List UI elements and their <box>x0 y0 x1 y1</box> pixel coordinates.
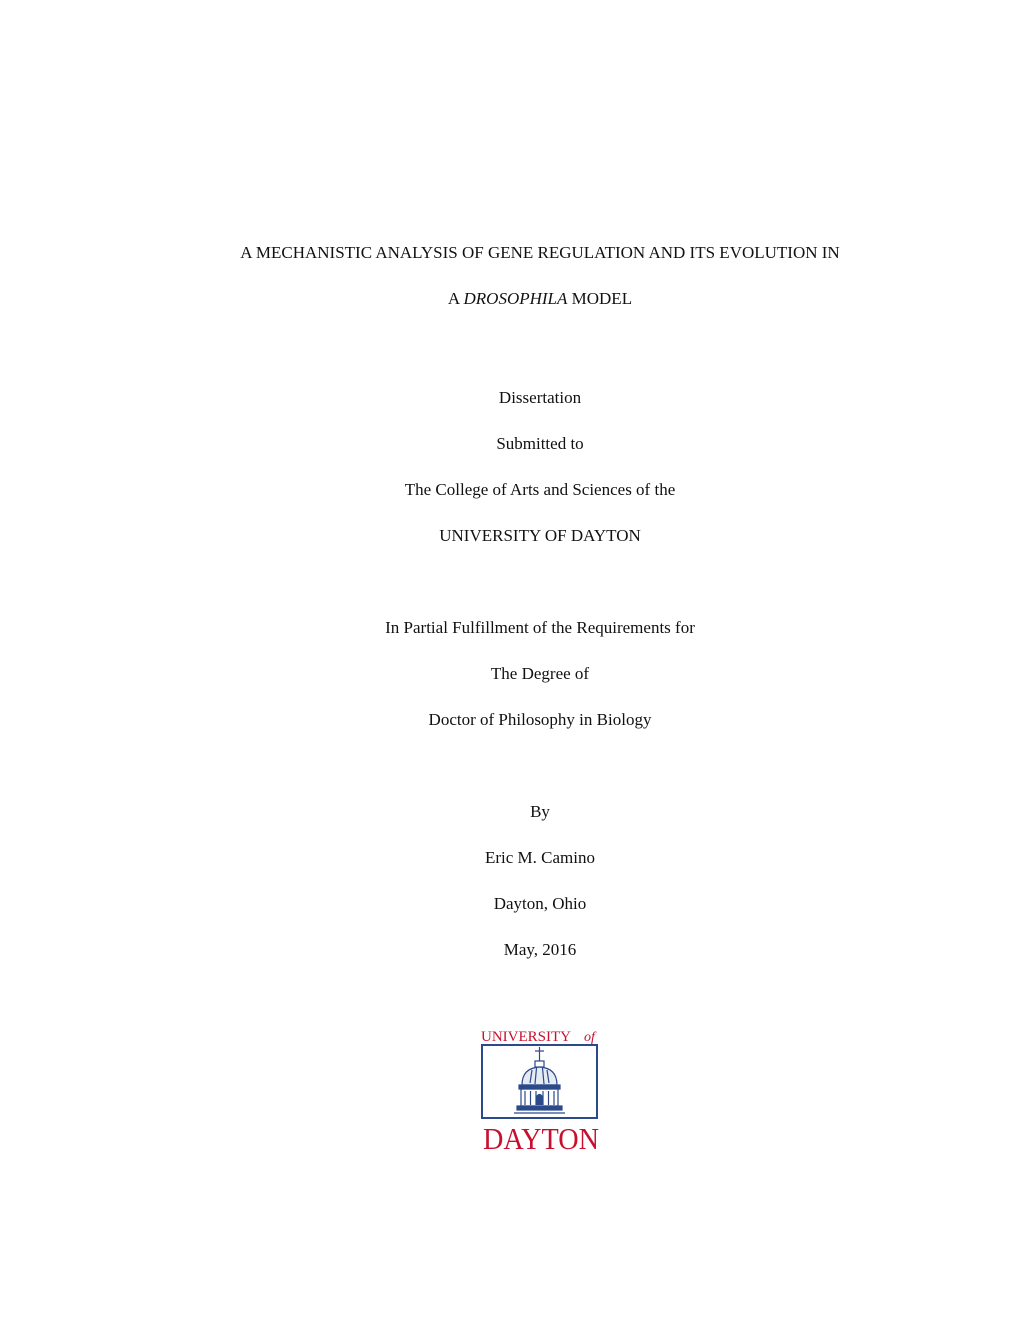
author-location: Dayton, Ohio <box>493 894 587 913</box>
college-name: The College of Arts and Sciences of the <box>404 480 676 499</box>
degree-name: Doctor of Philosophy in Biology <box>428 710 652 729</box>
logo-top-text: UNIVERSITY <box>481 1029 571 1045</box>
title-line-2-suffix: MODEL <box>567 289 633 308</box>
title-line-2-prefix: A <box>447 289 464 308</box>
title-italic-word: DROSOPHILA <box>463 289 568 308</box>
submitted-to: Submitted to <box>496 434 584 453</box>
by-label: By <box>530 802 550 821</box>
university-of-dayton-logo <box>480 1028 602 1152</box>
title-line-1: A MECHANISTIC ANALYSIS OF GENE REGULATION AND ITS EVOLUTION IN <box>240 243 840 262</box>
document-type: Dissertation <box>498 388 582 407</box>
logo-of-text: of <box>584 1030 595 1045</box>
degree-of: The Degree of <box>490 664 590 683</box>
title-line-2 <box>0 289 1020 309</box>
fulfillment-statement: In Partial Fulfillment of the Requirements for <box>385 618 695 637</box>
author-name: Eric M. Camino <box>484 848 595 867</box>
university-name: UNIVERSITY OF DAYTON <box>439 526 641 545</box>
logo-bottom-text: DAYTON <box>483 1121 599 1152</box>
submission-date: May, 2016 <box>503 940 577 959</box>
